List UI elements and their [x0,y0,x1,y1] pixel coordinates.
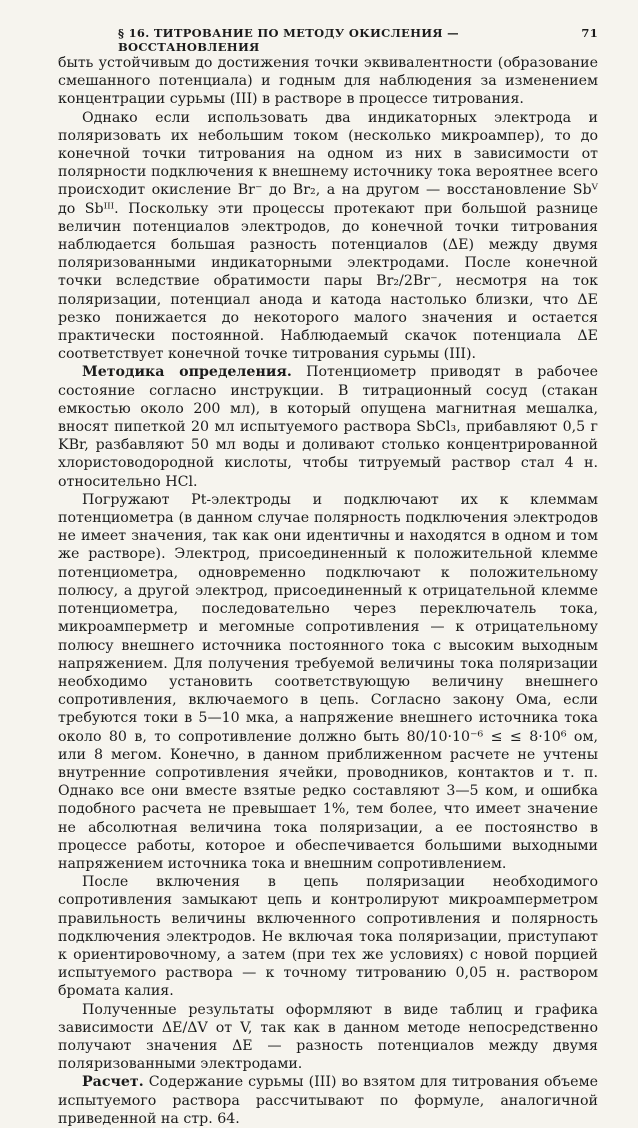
paragraph-3 [58,363,598,490]
paragraph-1: быть устойчивым до достижения точки эквивалентности (образование смешанного потенциала) и годным для наблюдения за изменением концентрации сурьмы (III) в растворе в процессе титрования. [58,55,598,108]
paragraph-4: Погружают Pt-электроды и подключают их к клеммам потенциометра (в данном случае полярность подключения электродов не имеет значения, так как они идентичны и находятся в одном и том же растворе). Электрод, присоединенный к положительной клемме потенциометра, одновременно подключают к положительному полюсу, а другой электрод, присоединенный к отрицательной клемме потенциометра, последовательно через переключатель тока, микроамперметр и мегомные сопротивления — к отрицательному полюсу внешнего источника постоянного тока с высоким выходным напряжением. Для получения требуемой величины тока поляризации необходимо установить соответствующую величину внешнего сопротивления, включаемого в цепь. Согласно закону Ома, если требуются токи в 5—10 мка, а напряжение внешнего источника тока около 80 в, то сопротивление должно быть 80/10·10⁻⁶ ≤ ≤ 8·10⁶ ом, или 8 мегом. Конечно, в данном приближенном расчете не учтены внутренние сопротивления ячейки, проводников, контактов и т. п. Однако все они вместе взятые редко составляют 3—5 ком, и ошибка подобного расчета не превышает 1%, тем более, что имеет значение не абсолютная величина тока поляризации, а ее постоянство в процессе работы, которое и обеспечивается большими выходными напряжением источника тока и внешним сопротивлением. [58,491,598,872]
method-heading: Методика определения. [82,364,292,381]
paragraph-5: После включения в цепь поляризации необходимого сопротивления замыкают цепь и контролируют микроамперметром правильность величины включенного сопротивления и полярность подключения электродов. Не включая тока поляризации, приступают к ориентировочному, а затем (при тех же условиях) с новой порцией испытуемого раствора — к точному титрованию 0,05 н. раствором бромата калия. [58,874,598,1000]
paragraph-7 [58,1073,598,1128]
page-number: 71 [581,26,598,40]
paragraph-3-text: Потенциометр приводят в рабочее состояние согласно инструкции. В титрационный сосуд (стакан емкостью около 200 мл), в который опущена магнитная мешалка, вносят пипеткой 20 мл испытуемого раствора SbCl₃, прибавляют 0,5 г KBr, разбавляют 50 мл воды и доливают столько концентрированной хлористоводородной кислоты, чтобы титруемый раствор стал 4 н. относительно HCl. [58,364,599,490]
paragraph-2: Однако если использовать два индикаторных электрода и поляризовать их небольшим током (несколько микроампер), то до конечной точки титрования на одном из них в зависимости от полярности подключения к внешнему источнику тока вероятнее всего происходит окисление Br⁻ до Br₂, а на другом — восстановление Sbⱽ до Sbᴵᴵᴵ. Поскольку эти процессы протекают при большой разнице величин потенциалов электродов, до конечной точки титрования наблюдается большая разность потенциалов (ΔE) между двумя поляризованными индикаторными электродами. После конечной точки вследствие обратимости пары Br₂/2Br⁻, несмотря на ток поляризации, потенциал анода и катода настолько близки, что ΔE резко понижается до некоторого малого значения и остается практически постоянной. Наблюдаемый скачок потенциала ΔE соответствует конечной точке титрования сурьмы (III). [58,109,598,363]
header-title: § 16. ТИТРОВАНИЕ ПО МЕТОДУ ОКИСЛЕНИЯ — ВОССТАНОВЛЕНИЯ [118,26,459,54]
document-page [58,26,598,1128]
paragraph-6: Полученные результаты оформляют в виде таблиц и графика зависимости ΔE/ΔV от V, так как в данном методе непосредственно получают значения ΔE — разность потенциалов между двумя поляризованными электродами. [58,1001,598,1073]
calculation-heading: Расчет. [82,1074,144,1091]
running-header [58,26,598,54]
paragraph-7-text: Содержание сурьмы (III) во взятом для титрования объеме испытуемого раствора рассчитывают по формуле, аналогичной приведенной на стр. 64. [58,1074,598,1127]
